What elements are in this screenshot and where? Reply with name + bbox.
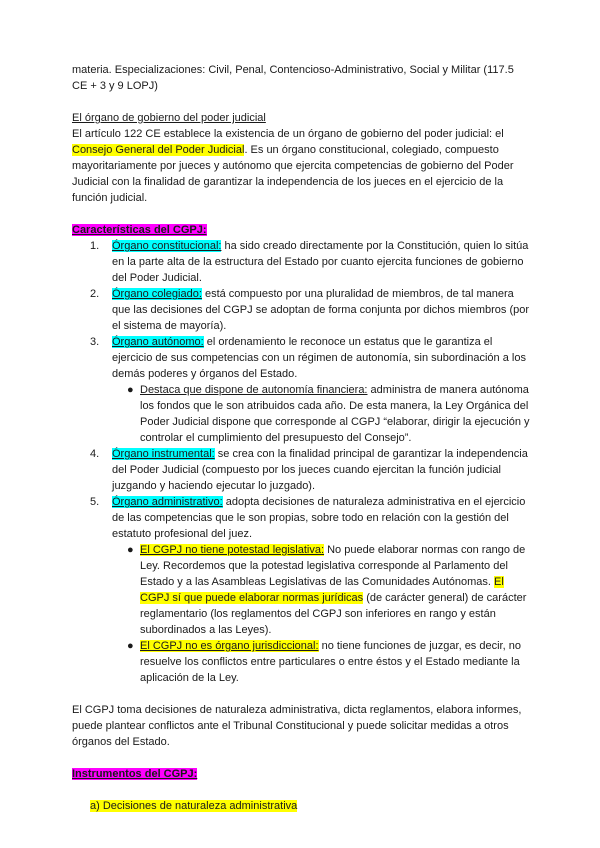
item-text: ha sido creado directamente por la Constitución, quien lo sitúa en la parte alta de la estructura del Estado por cuanto ejercita funciones de gobierno del Poder Judicial.	[112, 240, 529, 284]
instrumentos-heading-text: Instrumentos del CGPJ:	[72, 768, 198, 780]
list-number: 5.	[90, 496, 100, 508]
sublist-item-no-organo-jurisdiccional	[72, 638, 530, 686]
instrumentos-item-a	[72, 798, 530, 814]
organo-text-before: El artículo 122 CE establece la existencia de un órgano de gobierno del poder judicial: el	[72, 128, 504, 140]
administrativo-sublist	[72, 542, 530, 686]
item-label: Órgano instrumental:	[112, 448, 215, 460]
list-item-organo-autonomo	[72, 334, 530, 382]
item-label: Órgano colegiado:	[112, 288, 202, 300]
spacer	[72, 94, 530, 110]
normas-juridicas-highlight: El CGPJ sí que puede elaborar normas jurídicas	[140, 576, 504, 604]
list-item-organo-colegiado	[72, 286, 530, 334]
spacer	[72, 206, 530, 222]
spacer	[72, 686, 530, 702]
cgpj-highlight: Consejo General del Poder Judicial	[72, 144, 245, 156]
organo-paragraph	[72, 126, 530, 206]
list-number: 1.	[90, 240, 100, 252]
cierre-paragraph: El CGPJ toma decisiones de naturaleza administrativa, dicta reglamentos, elabora informes, puede plantear conflictos ante el Tribunal Constitucional y puede solicitar medidas a otros órganos del Estado.	[72, 704, 522, 748]
item-text: adopta decisiones de naturaleza administrativa en el ejercicio de las competencias que le son propias, sobre todo en relación con la gestión del estatuto profesional del juez.	[112, 496, 526, 540]
item-text: está compuesto por una pluralidad de miembros, de tal manera que las decisiones del CGPJ se adoptan de forma conjunta por dichos miembros (por el sistema de mayoría).	[112, 288, 530, 332]
intro-paragraph: materia. Especializaciones: Civil, Penal, Contencioso-Administrativo, Social y Militar (117.5 CE + 3 y 9 LOPJ)	[72, 64, 514, 92]
spacer	[72, 782, 530, 798]
sub-item-text: no tiene funciones de juzgar, es decir, no resuelve los conflictos entre particulares o entre éstos y el Estado mediante la aplicación de la Ley.	[140, 640, 521, 684]
caracteristicas-list	[72, 238, 530, 382]
sub-item-text: No puede elaborar normas con rango de Ley. Recordemos que la potestad legislativa corresponde al Parlamento del Estado y a las Asambleas Legislativas de las Comunidades Autónomas.	[140, 544, 526, 588]
autonomo-sublist	[72, 382, 530, 446]
item-text: el ordenamiento le reconoce un estatus que le garantiza el ejercicio de sus competencias con un régimen de autonomía, sin subordinación a los demás poderes y órganos del Estado.	[112, 336, 526, 380]
sub-item-label: El CGPJ no es órgano jurisdiccional:	[140, 640, 319, 652]
list-number: 2.	[90, 288, 100, 300]
list-number: 4.	[90, 448, 100, 460]
bullet-icon: ●	[127, 640, 134, 652]
item-label: Órgano autónomo:	[112, 336, 204, 348]
caracteristicas-heading	[72, 222, 530, 238]
item-label: Órgano constitucional:	[112, 240, 222, 252]
sub-item-label: Destaca que dispone de autonomía financiera:	[140, 384, 368, 396]
item-label: Órgano administrativo:	[112, 496, 223, 508]
caracteristicas-heading-text: Características del CGPJ:	[72, 224, 207, 236]
organo-heading: El órgano de gobierno del poder judicial	[72, 112, 266, 124]
sub-item-label: El CGPJ no tiene potestad legislativa:	[140, 544, 325, 556]
instrumentos-item-a-text: a) Decisiones de naturaleza administrativa	[90, 800, 298, 812]
list-item-organo-administrativo	[72, 494, 530, 542]
list-item-organo-constitucional	[72, 238, 530, 286]
list-number: 3.	[90, 336, 100, 348]
organo-text-after: . Es un órgano constitucional, colegiado, compuesto mayoritariamente por jueces y autónomo que ejercita competencias de gobierno del Poder Judicial con la finalidad de garantizar la independencia de los jueces en el ejercicio de la función judicial.	[72, 144, 514, 204]
spacer	[72, 750, 530, 766]
sublist-item-autonomia-financiera	[72, 382, 530, 446]
sublist-item-no-potestad-legislativa	[72, 542, 530, 638]
sub-item-text: administra de manera autónoma los fondos que le son atribuidos cada año. De esta manera, la Ley Orgánica del Poder Judicial dispone que corresponde al CGPJ “elaborar, dirigir la ejecución y controlar el cumplimiento del presupuesto del Consejo”.	[140, 384, 530, 444]
caracteristicas-list-cont	[72, 446, 530, 542]
item-text: se crea con la finalidad principal de garantizar la independencia del Poder Judicial (compuesto por los jueces cuando ejercitan la función judicial juzgando y haciendo ejecutar lo juzgado).	[112, 448, 528, 492]
instrumentos-heading	[72, 766, 530, 782]
bullet-icon: ●	[127, 384, 134, 396]
list-item-organo-instrumental	[72, 446, 530, 494]
bullet-icon: ●	[127, 544, 134, 556]
sub-item-text-2: (de carácter general) de carácter reglamentario (los reglamentos del CGPJ son inferiores en rango y están subordinados a las Leyes).	[140, 592, 527, 636]
